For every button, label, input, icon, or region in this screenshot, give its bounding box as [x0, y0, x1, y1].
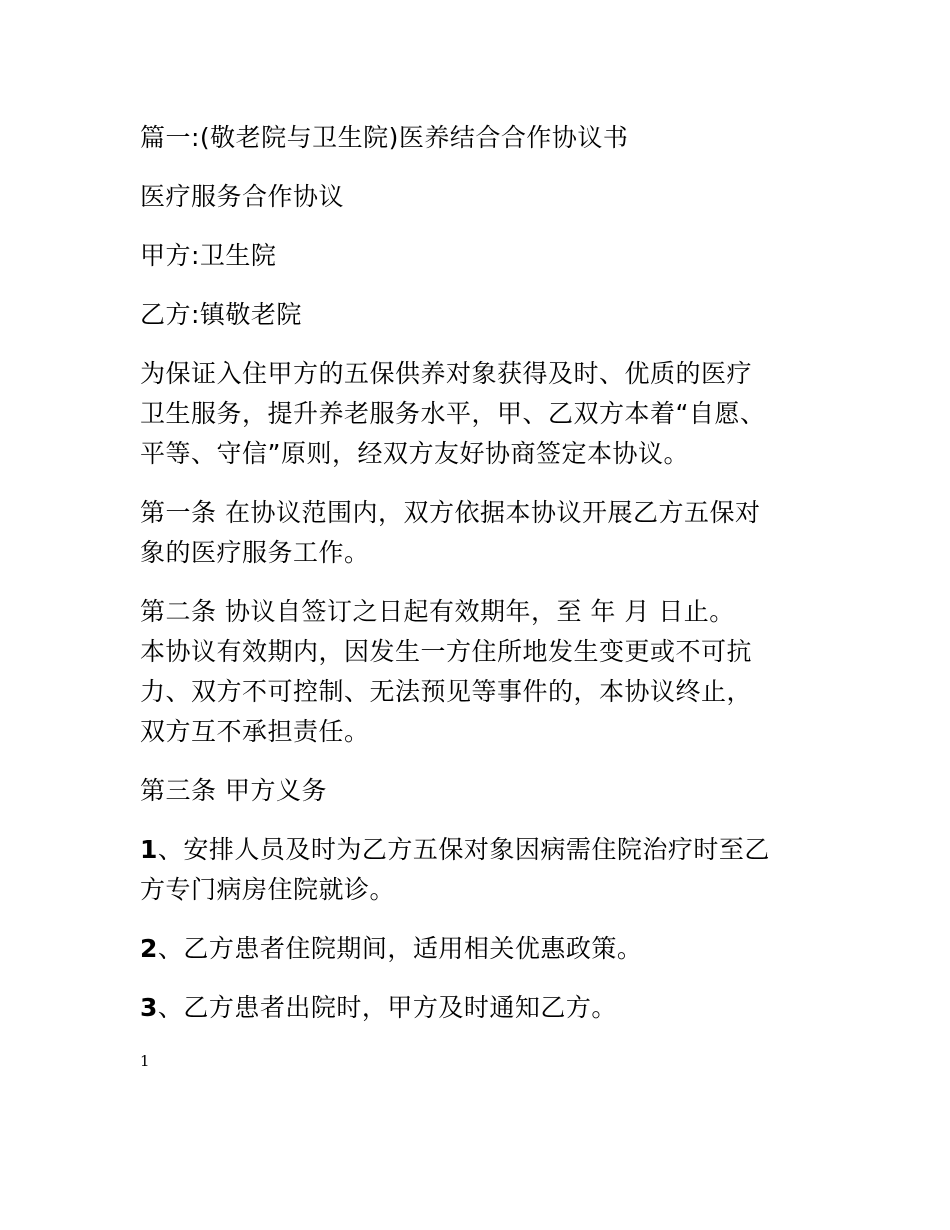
text-line: 第二条 协议自签订之日起有效期年，至 年 月 日止。 [140, 597, 735, 626]
list-item [140, 929, 820, 969]
item-number: 3 [140, 993, 158, 1022]
text-line: 卫生服务，提升养老服务水平，甲、乙双方本着“自愿、 [140, 399, 766, 428]
text-line: 第一条 在协议范围内，双方依据本协议开展乙方五保对 [140, 498, 761, 527]
text-line: 双方互不承担责任。 [140, 717, 370, 746]
document-subtitle: 医疗服务合作协议 [140, 182, 345, 211]
list-item [140, 830, 820, 910]
page-number: 1 [140, 1052, 150, 1070]
party-a: 甲方:卫生院 [140, 241, 277, 270]
item-text: 、乙方患者住院期间，适用相关优惠政策。 [157, 934, 643, 963]
item-number: 2 [140, 934, 158, 963]
item-text: 方专门病房住院就诊。 [140, 875, 396, 904]
document-body [140, 118, 820, 1047]
text-line: 本协议有效期内，因发生一方住所地发生变更或不可抗 [140, 637, 753, 666]
article-2 [140, 592, 820, 752]
item-text: 、安排人员及时为乙方五保对象因病需住院治疗时至乙 [157, 835, 770, 864]
item-text: 、乙方患者出院时，甲方及时通知乙方。 [157, 993, 617, 1022]
article-1 [140, 493, 820, 573]
text-line: 力、双方不可控制、无法预见等事件的，本协议终止， [140, 677, 753, 706]
item-number: 1 [140, 835, 158, 864]
party-b: 乙方:镇敬老院 [140, 300, 302, 329]
text-line: 为保证入住甲方的五保供养对象获得及时、优质的医疗 [140, 359, 753, 388]
preamble-paragraph [140, 354, 820, 474]
article-3-heading: 第三条 甲方义务 [140, 776, 327, 805]
list-item [140, 988, 820, 1028]
text-line: 平等、守信”原则，经双方友好协商签定本协议。 [140, 439, 689, 468]
document-title: 篇一:(敬老院与卫生院)医养结合合作协议书 [140, 123, 629, 152]
text-line: 象的医疗服务工作。 [140, 538, 370, 567]
